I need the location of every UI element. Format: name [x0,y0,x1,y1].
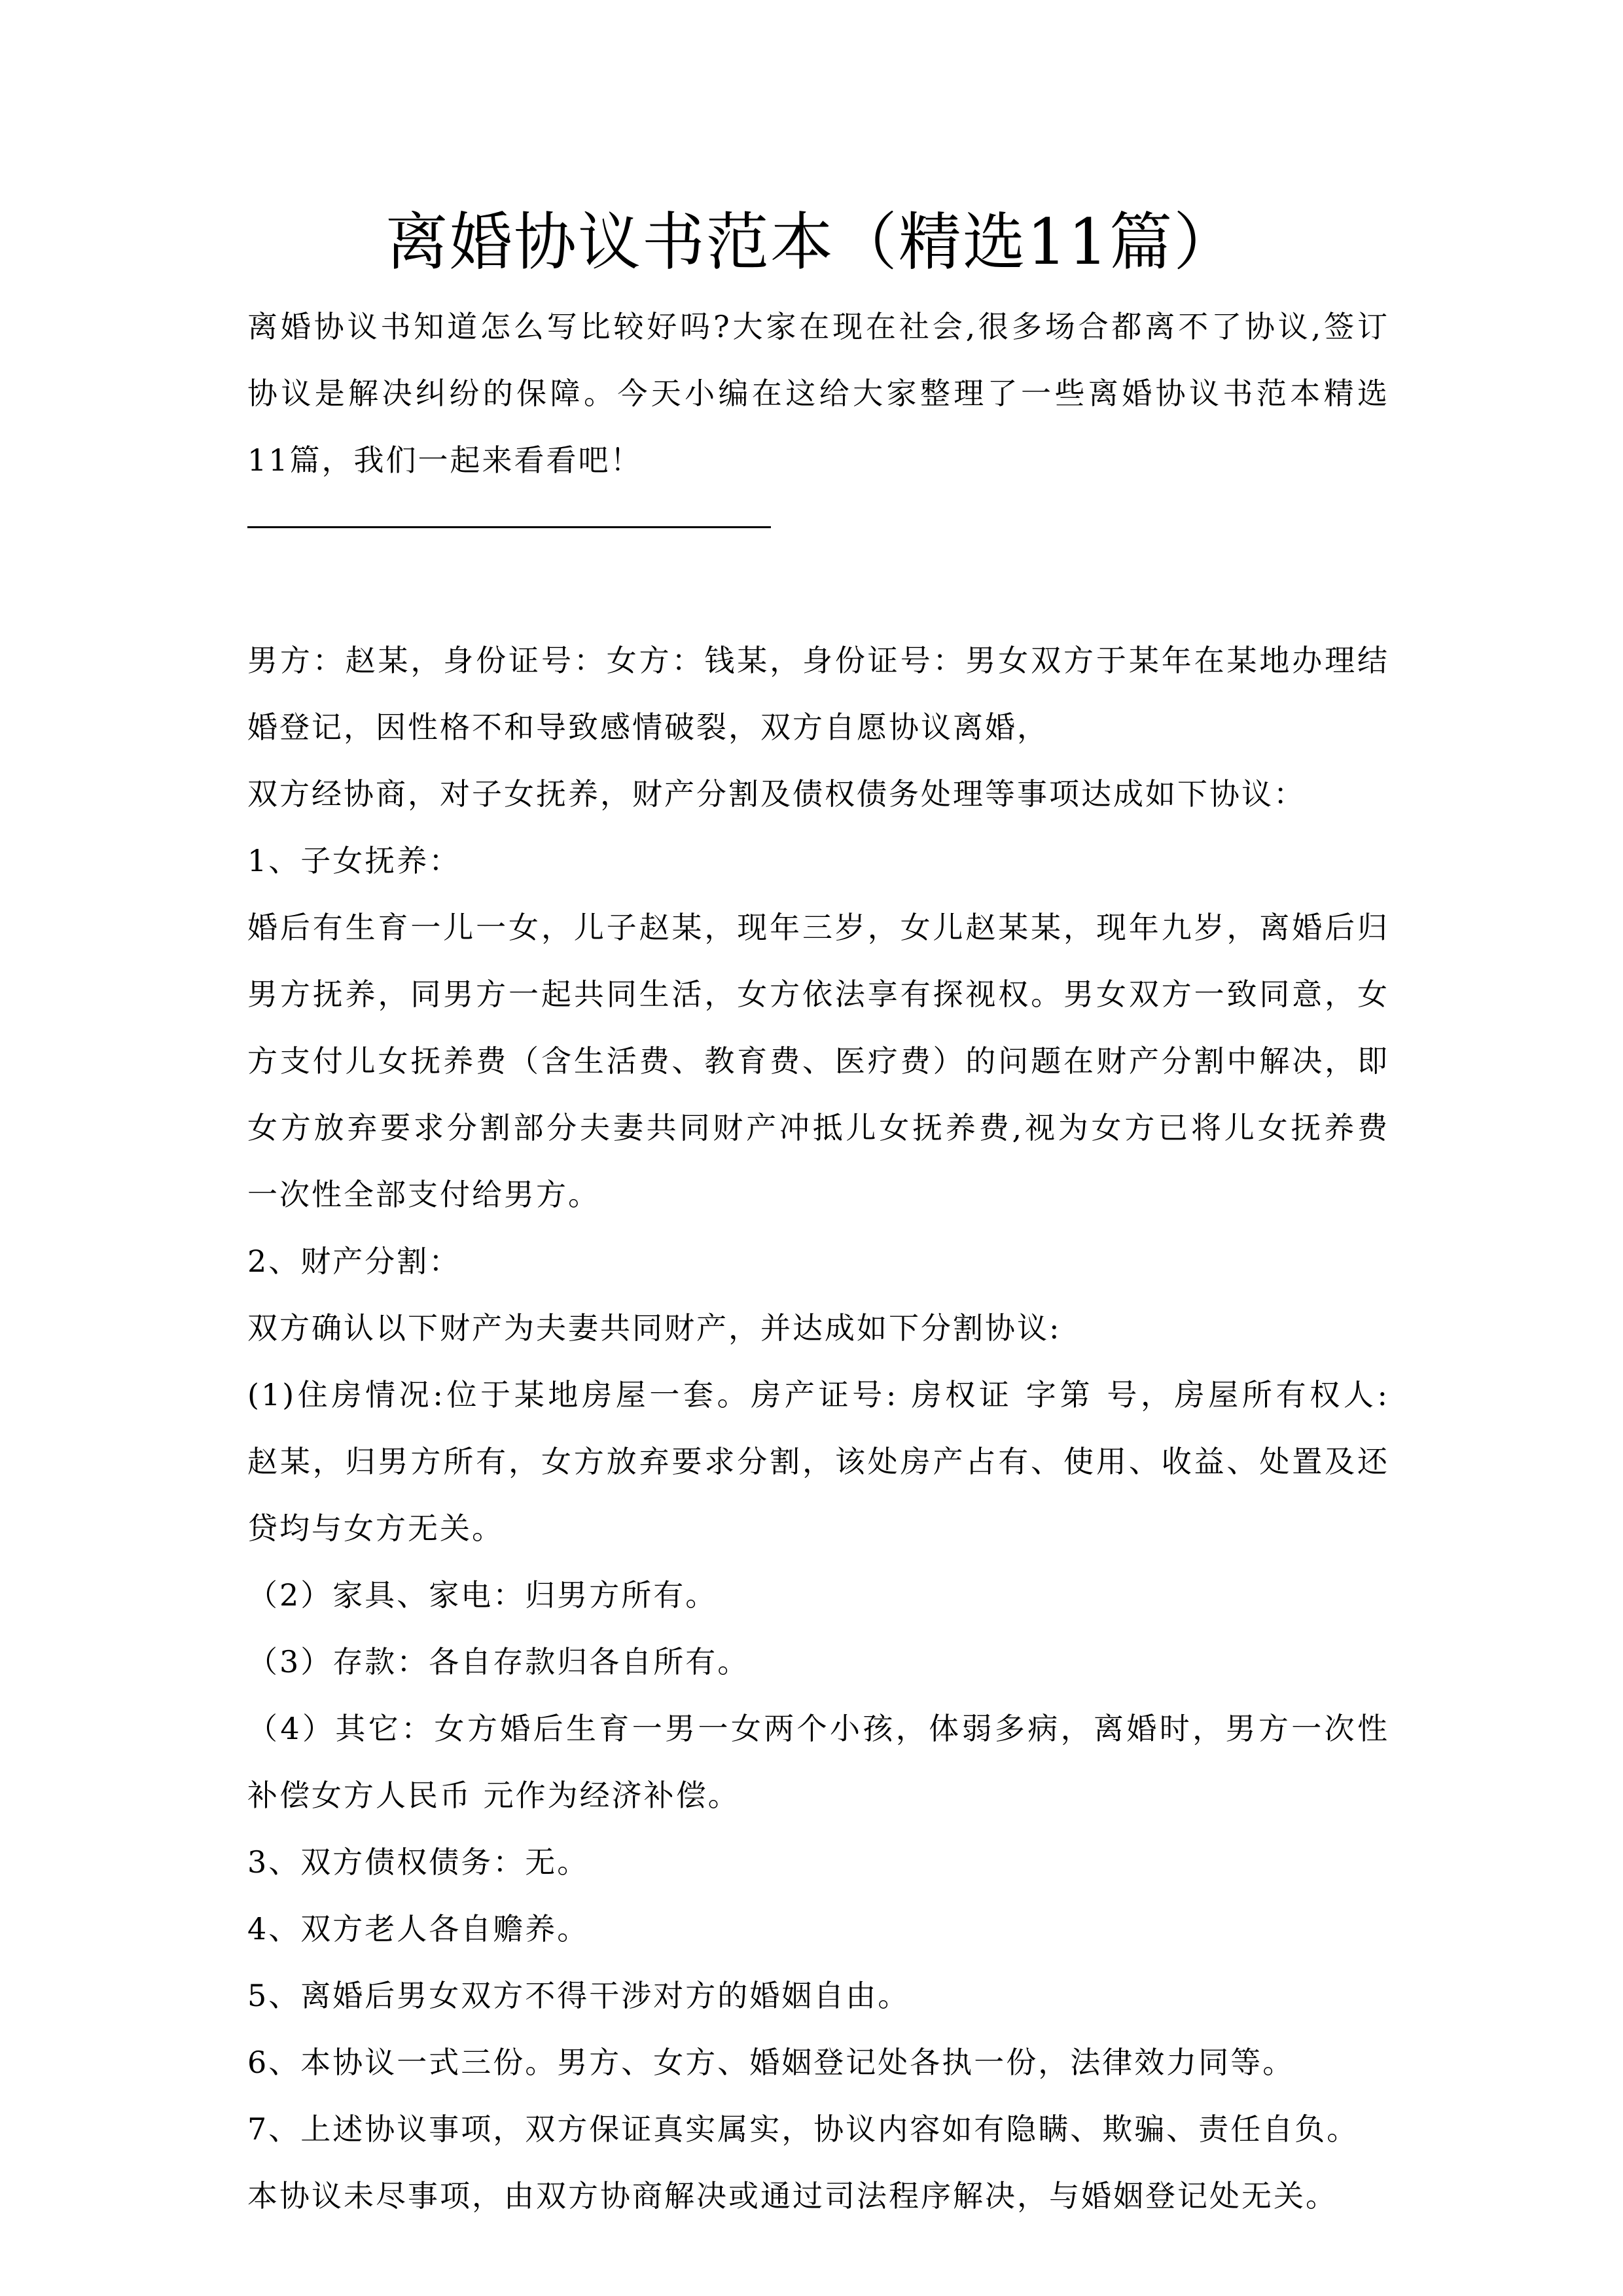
intro-line: 11篇，我们一起来看看吧！ [247,442,643,478]
intro-line: 协议是解决纠纷的保障。今天小编在这给大家整理了一些离婚协议书范本精选 [247,376,1389,411]
parties-line: 双方经协商，对子女抚养，财产分割及债权债务处理等事项达成如下协议： [247,776,1306,812]
housing-item-line: 赵某，归男方所有，女方放弃要求分割，该处房产占有、使用、收益、处置及还 [247,1444,1389,1479]
closing-clause: 本协议未尽事项，由双方协商解决或通过司法程序解决，与婚姻登记处无关。 [247,2178,1338,2214]
section-heading: 2、财产分割： [247,1244,461,1279]
section-line: 男方抚养，同男方一起共同生活，女方依法享有探视权。男女双方一致同意，女 [247,977,1389,1012]
section-divider [247,493,1389,560]
section-heading: 1、子女抚养： [247,843,461,878]
parties-line: 婚登记，因性格不和导致感情破裂，双方自愿协议离婚， [247,709,1049,745]
housing-item-line: (1)住房情况:位于某地房屋一套。房产证号: 房权证 字第 号，房屋所有权人: [247,1377,1389,1412]
parties-paragraph [247,627,1389,827]
section-child-custody [247,827,1389,1228]
section-marriage-freedom: 5、离婚后男女双方不得干涉对方的婚姻自由。 [247,1978,910,2013]
section-line: 一次性全部支付给男方。 [247,1177,600,1212]
section-elder-care: 4、双方老人各自赡养。 [247,1911,590,1946]
document-body [247,293,1389,2229]
section-guarantee: 7、上述协议事项，双方保证真实属实，协议内容如有隐瞒、欺骗、责任自负。 [247,2111,1359,2147]
other-item-line: （4）其它：女方婚后生育一男一女两个小孩，体弱多病，离婚时，男方一次性 [247,1711,1389,1746]
section-line: 女方放弃要求分割部分夫妻共同财产冲抵儿女抚养费,视为女方已将儿女抚养费 [247,1110,1389,1145]
furniture-item: （2）家具、家电：归男方所有。 [247,1577,718,1613]
section-intro: 双方确认以下财产为夫妻共同财产，并达成如下分割协议: [247,1310,1061,1346]
blank-line [247,560,1389,627]
other-item-line: 补偿女方人民币 元作为经济补偿。 [247,1778,740,1813]
intro-paragraph [247,293,1389,493]
document-title: 离婚协议书范本（精选11篇） [385,206,1238,279]
divider-rule [247,526,771,528]
intro-line: 离婚协议书知道怎么写比较好吗?大家在现在社会,很多场合都离不了协议,签订 [247,309,1389,344]
section-line: 婚后有生育一儿一女，儿子赵某，现年三岁，女儿赵某某，现年九岁，离婚后归 [247,910,1389,945]
housing-item-line: 贷均与女方无关。 [247,1511,504,1546]
deposits-item: （3）存款：各自存款归各自所有。 [247,1644,750,1679]
section-copies: 6、本协议一式三份。男方、女方、婚姻登记处各执一份，法律效力同等。 [247,2045,1295,2080]
section-property-division [247,1228,1389,1829]
section-line: 方支付儿女抚养费（含生活费、教育费、医疗费）的问题在财产分割中解决，即 [247,1043,1389,1079]
section-debts: 3、双方债权债务：无。 [247,1844,590,1880]
parties-line: 男方：赵某，身份证号：女方：钱某，身份证号：男女双方于某年在某地办理结 [247,643,1389,678]
